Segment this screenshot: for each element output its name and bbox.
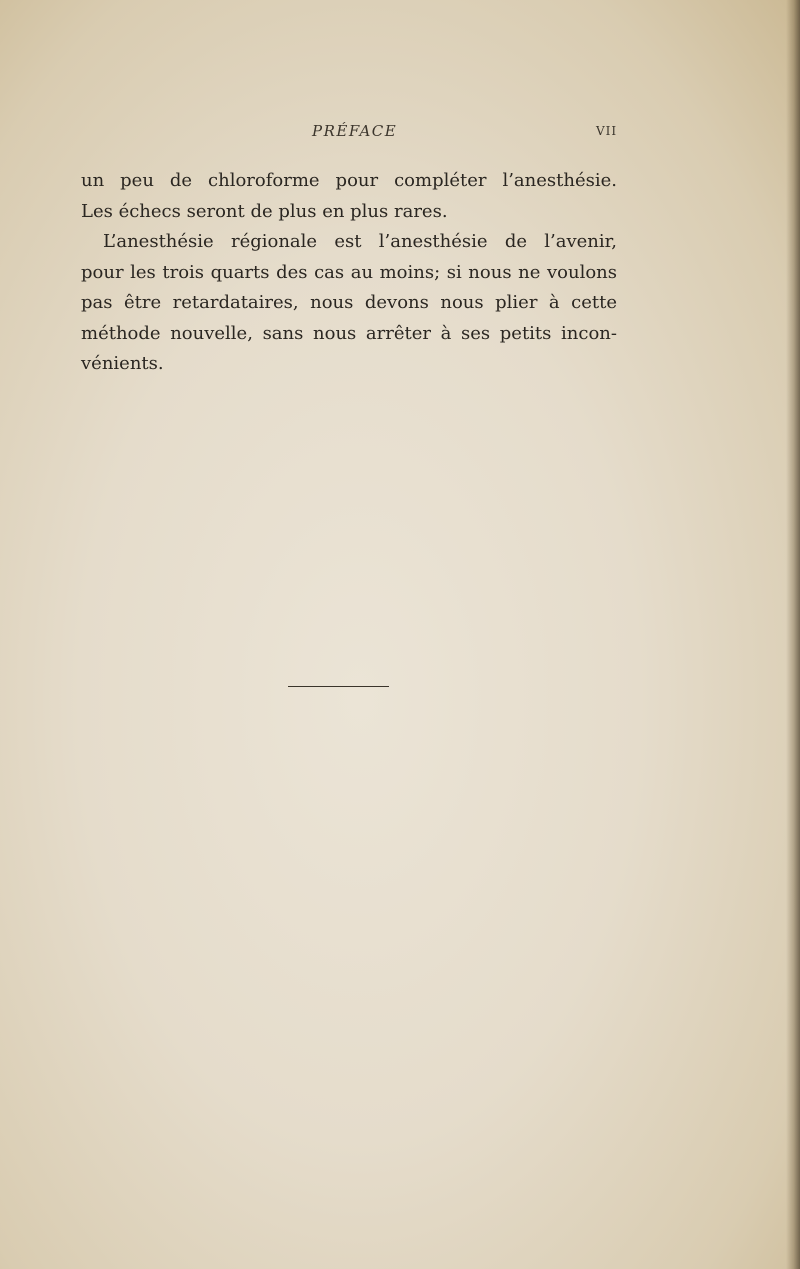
- text-line: Les échecs seront de plus en plus rares.: [81, 200, 448, 222]
- header-title: PRÉFACE: [312, 122, 398, 140]
- text-line: pas être retardataires, nous devons nous plier à cette: [81, 292, 617, 313]
- running-head: [0, 120, 800, 146]
- text-line: pour les trois quarts des cas au moins; si nous ne voulons: [81, 261, 617, 283]
- text-line: vénients.: [81, 353, 164, 374]
- body-text: [81, 166, 617, 380]
- text-line: un peu de chloroforme pour compléter l’anesthésie.: [81, 170, 617, 191]
- section-end-rule: [288, 686, 389, 687]
- page-number: VII: [596, 124, 618, 138]
- text-line: L’anesthésie régionale est l’anesthésie de l’avenir,: [103, 231, 617, 252]
- text-line: méthode nouvelle, sans nous arrêter à ses petits incon-: [81, 322, 617, 344]
- page-edge-shadow: [786, 0, 800, 1269]
